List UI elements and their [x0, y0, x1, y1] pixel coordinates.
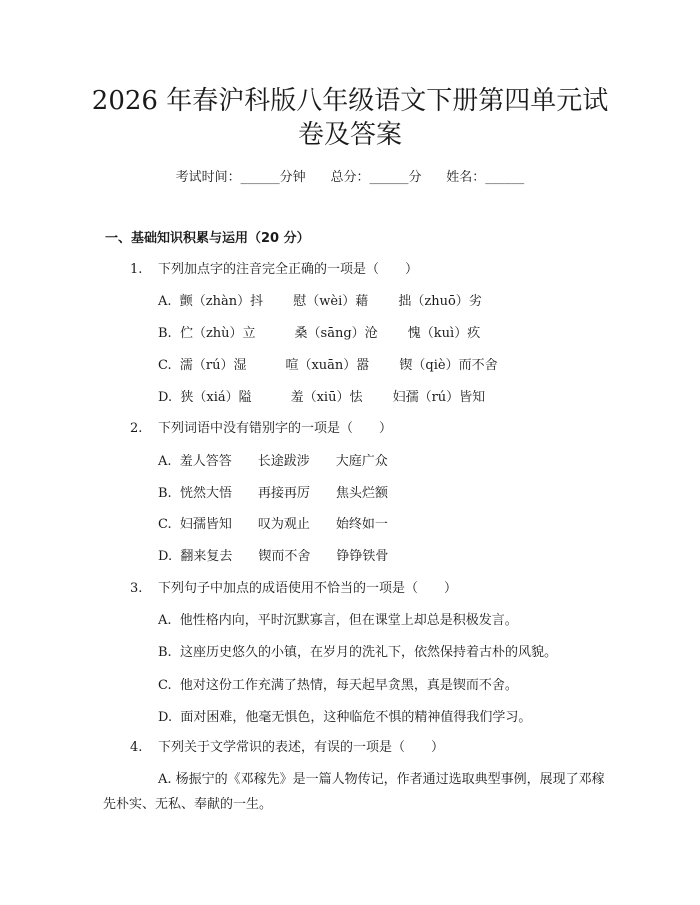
- question-number: 3.: [130, 581, 143, 596]
- question-number: 4.: [130, 740, 143, 755]
- question-2: [130, 419, 392, 439]
- question-stem: 下列关于文学常识的表述，有误的一项是（ ）: [158, 740, 445, 755]
- question-1-option-b: B. 伫（zhù）立 桑（sāng）沧 愧（kuì）疚: [158, 326, 481, 341]
- question-2-option-a: A. 羞人答答 长途跋涉 大庭广众: [158, 454, 388, 469]
- question-stem: 下列词语中没有错别字的一项是（ ）: [158, 421, 393, 436]
- total-score-field: 总分：______分: [330, 170, 422, 185]
- question-2-option-d: D. 翻来复去 锲而不舍 铮铮铁骨: [158, 549, 389, 564]
- exam-title-line1: 2026 年春沪科版八年级语文下册第四单元试: [91, 86, 609, 116]
- question-1: [130, 260, 418, 280]
- question-3-option-c: C. 他对这份工作充满了热情，每天起早贪黑，真是锲而不舍。: [158, 678, 518, 693]
- name-field: 姓名：______: [446, 170, 525, 185]
- question-stem: 下列句子中加点的成语使用不恰当的一项是（ ）: [158, 581, 458, 596]
- section-heading: 一、基础知识积累与运用（20 分）: [105, 231, 310, 246]
- exam-meta: [0, 168, 700, 188]
- question-3: [130, 579, 457, 599]
- question-1-option-c: C. 濡（rú）湿 喧（xuān）嚣 锲（qiè）而不舍: [158, 358, 498, 373]
- question-3-option-a: A. 他性格内向，平时沉默寡言，但在课堂上却总是积极发言。: [158, 613, 518, 628]
- question-1-option-d: D. 狭（xiá）隘 羞（xiū）怯 妇孺（rú）皆知: [158, 390, 486, 405]
- question-3-option-d: D. 面对困难，他毫无惧色，这种临危不惧的精神值得我们学习。: [158, 710, 532, 725]
- question-2-option-b: B. 恍然大悟 再接再厉 焦头烂额: [158, 486, 388, 501]
- question-1-option-a: A. 颤（zhàn）抖 慰（wèi）藉 拙（zhuō）劣: [158, 294, 482, 309]
- exam-title-line2: 卷及答案: [297, 120, 402, 150]
- question-3-option-b: B. 这座历史悠久的小镇，在岁月的洗礼下，依然保持着古朴的风貌。: [158, 645, 557, 660]
- question-2-option-c: C. 妇孺皆知 叹为观止 始终如一: [158, 517, 388, 532]
- question-number: 1.: [130, 262, 143, 277]
- exam-time-field: 考试时间：______分钟: [175, 170, 306, 185]
- question-4: [130, 738, 444, 758]
- question-4-option-a: A. 杨振宁的《邓稼先》是一篇人物传记，作者通过选取典型事例，展现了邓稼先朴实、无私、奉献的一生。: [103, 772, 605, 812]
- question-number: 2.: [130, 421, 143, 436]
- question-stem: 下列加点字的注音完全正确的一项是（ ）: [158, 262, 419, 277]
